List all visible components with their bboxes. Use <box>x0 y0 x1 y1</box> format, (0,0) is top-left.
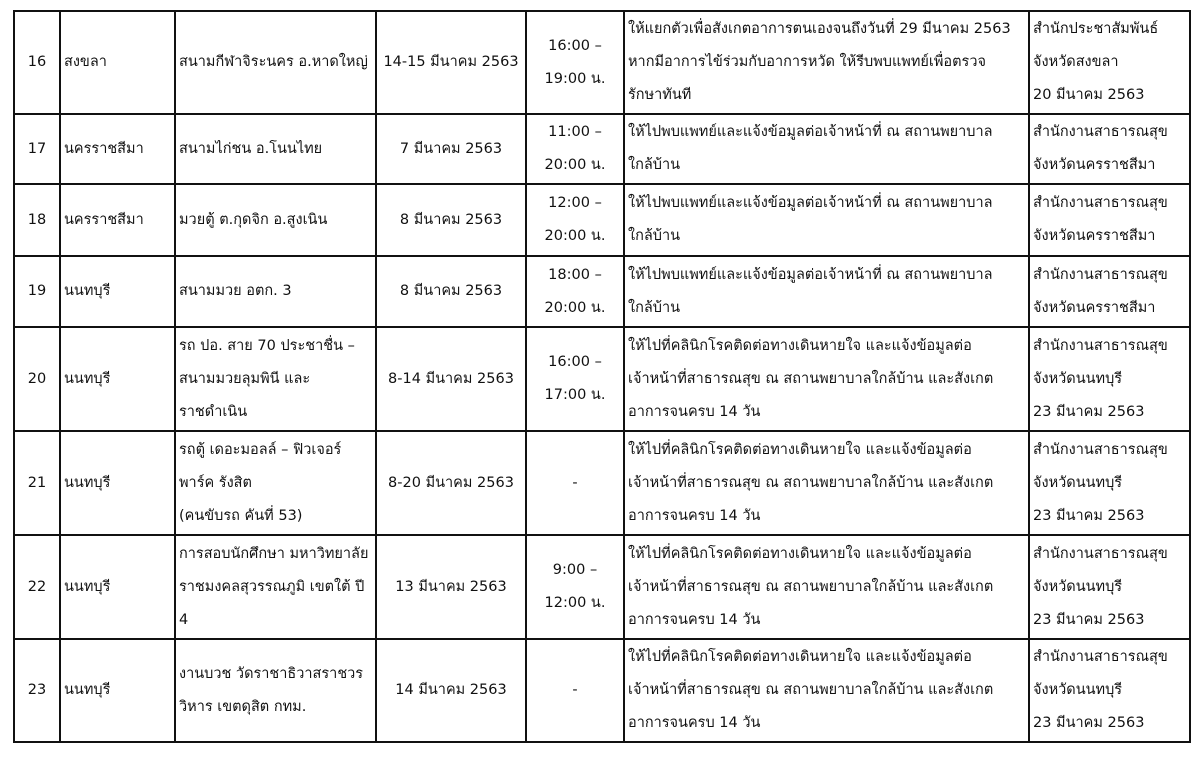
source-cell: สำนักงานสาธารณสุข จังหวัดนครราชสีมา <box>1029 256 1190 327</box>
place-cell: การสอบนักศึกษา มหาวิทยาลัย ราชมงคลสุวรรณภูมิ เขตใต้ ปี 4 <box>175 535 376 639</box>
table-row <box>14 327 1190 431</box>
date-cell: 8-20 มีนาคม 2563 <box>376 431 526 535</box>
row-number: 21 <box>14 431 60 535</box>
row-number: 19 <box>14 256 60 327</box>
province-cell: นนทบุรี <box>60 639 175 742</box>
time-cell: 16:00 – 17:00 น. <box>526 327 624 431</box>
table-body <box>14 11 1190 742</box>
date-cell: 13 มีนาคม 2563 <box>376 535 526 639</box>
advice-cell: ให้ไปพบแพทย์และแจ้งข้อมูลต่อเจ้าหน้าที่ ณ สถานพยาบาล ใกล้บ้าน <box>624 184 1029 256</box>
place-cell: รถ ปอ. สาย 70 ประชาชื่น – สนามมวยลุมพินี และราชดำเนิน <box>175 327 376 431</box>
province-cell: นนทบุรี <box>60 256 175 327</box>
place-cell: สนามกีฬาจิระนคร อ.หาดใหญ่ <box>175 11 376 114</box>
date-cell: 14-15 มีนาคม 2563 <box>376 11 526 114</box>
advice-cell: ให้ไปพบแพทย์และแจ้งข้อมูลต่อเจ้าหน้าที่ ณ สถานพยาบาล ใกล้บ้าน <box>624 256 1029 327</box>
row-number: 20 <box>14 327 60 431</box>
risk-locations-table <box>13 10 1191 743</box>
place-cell: รถตู้ เดอะมอลล์ – ฟิวเจอร์ พาร์ค รังสิต (คนขับรถ คันที่ 53) <box>175 431 376 535</box>
date-cell: 8 มีนาคม 2563 <box>376 184 526 256</box>
time-cell: 12:00 – 20:00 น. <box>526 184 624 256</box>
table-row <box>14 256 1190 327</box>
province-cell: นนทบุรี <box>60 327 175 431</box>
time-cell: 16:00 – 19:00 น. <box>526 11 624 114</box>
table-row <box>14 639 1190 742</box>
time-cell: 11:00 – 20:00 น. <box>526 114 624 184</box>
source-cell: สำนักประชาสัมพันธ์ จังหวัดสงขลา 20 มีนาคม 2563 <box>1029 11 1190 114</box>
source-cell: สำนักงานสาธารณสุข จังหวัดนครราชสีมา <box>1029 114 1190 184</box>
advice-cell: ให้ไปที่คลินิกโรคติดต่อทางเดินหายใจ และแจ้งข้อมูลต่อ เจ้าหน้าที่สาธารณสุข ณ สถานพยาบาลใกล้บ้าน และสังเกต อาการจนครบ 14 วัน <box>624 431 1029 535</box>
row-number: 23 <box>14 639 60 742</box>
table-row <box>14 431 1190 535</box>
source-cell: สำนักงานสาธารณสุข จังหวัดนครราชสีมา <box>1029 184 1190 256</box>
time-cell: 18:00 – 20:00 น. <box>526 256 624 327</box>
advice-cell: ให้แยกตัวเพื่อสังเกตอาการตนเองจนถึงวันที่ 29 มีนาคม 2563 หากมีอาการไข้ร่วมกับอาการหวัด ให้รีบพบแพทย์เพื่อตรวจ รักษาทันที <box>624 11 1029 114</box>
row-number: 17 <box>14 114 60 184</box>
advice-cell: ให้ไปที่คลินิกโรคติดต่อทางเดินหายใจ และแจ้งข้อมูลต่อ เจ้าหน้าที่สาธารณสุข ณ สถานพยาบาลใกล้บ้าน และสังเกต อาการจนครบ 14 วัน <box>624 535 1029 639</box>
advice-cell: ให้ไปที่คลินิกโรคติดต่อทางเดินหายใจ และแจ้งข้อมูลต่อ เจ้าหน้าที่สาธารณสุข ณ สถานพยาบาลใกล้บ้าน และสังเกต อาการจนครบ 14 วัน <box>624 327 1029 431</box>
date-cell: 14 มีนาคม 2563 <box>376 639 526 742</box>
source-cell: สำนักงานสาธารณสุข จังหวัดนนทบุรี 23 มีนาคม 2563 <box>1029 431 1190 535</box>
date-cell: 8-14 มีนาคม 2563 <box>376 327 526 431</box>
place-cell: มวยตู้ ต.กุดจิก อ.สูงเนิน <box>175 184 376 256</box>
date-cell: 7 มีนาคม 2563 <box>376 114 526 184</box>
province-cell: สงขลา <box>60 11 175 114</box>
time-cell: 9:00 – 12:00 น. <box>526 535 624 639</box>
advice-cell: ให้ไปพบแพทย์และแจ้งข้อมูลต่อเจ้าหน้าที่ ณ สถานพยาบาล ใกล้บ้าน <box>624 114 1029 184</box>
province-cell: นครราชสีมา <box>60 114 175 184</box>
table-row <box>14 114 1190 184</box>
row-number: 18 <box>14 184 60 256</box>
row-number: 16 <box>14 11 60 114</box>
province-cell: นครราชสีมา <box>60 184 175 256</box>
advice-cell: ให้ไปที่คลินิกโรคติดต่อทางเดินหายใจ และแจ้งข้อมูลต่อ เจ้าหน้าที่สาธารณสุข ณ สถานพยาบาลใกล้บ้าน และสังเกต อาการจนครบ 14 วัน <box>624 639 1029 742</box>
province-cell: นนทบุรี <box>60 535 175 639</box>
source-cell: สำนักงานสาธารณสุข จังหวัดนนทบุรี 23 มีนาคม 2563 <box>1029 639 1190 742</box>
row-number: 22 <box>14 535 60 639</box>
place-cell: งานบวช วัดราชาธิวาสราชวร วิหาร เขตดุสิต กทม. <box>175 639 376 742</box>
place-cell: สนามมวย อตก. 3 <box>175 256 376 327</box>
time-cell: - <box>526 431 624 535</box>
table-row <box>14 535 1190 639</box>
table-row <box>14 184 1190 256</box>
time-cell: - <box>526 639 624 742</box>
province-cell: นนทบุรี <box>60 431 175 535</box>
place-cell: สนามไก่ชน อ.โนนไทย <box>175 114 376 184</box>
source-cell: สำนักงานสาธารณสุข จังหวัดนนทบุรี 23 มีนาคม 2563 <box>1029 327 1190 431</box>
source-cell: สำนักงานสาธารณสุข จังหวัดนนทบุรี 23 มีนาคม 2563 <box>1029 535 1190 639</box>
date-cell: 8 มีนาคม 2563 <box>376 256 526 327</box>
table-row <box>14 11 1190 114</box>
